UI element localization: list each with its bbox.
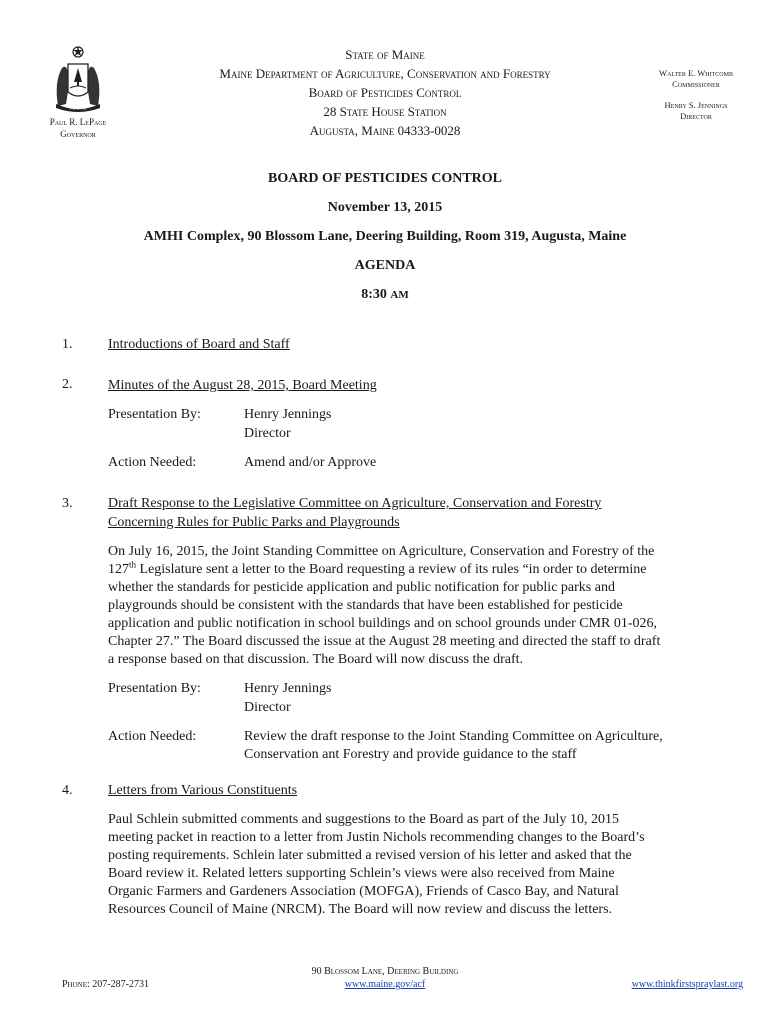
item-2-presenter-title: Director	[244, 426, 291, 441]
item-3-para-line: whether the standards for pesticide application and public notification for public parks and	[108, 580, 615, 595]
department-heading	[160, 45, 610, 140]
item-4-para-line: Board review it. Related letters supporting Schlein’s views were also received from Maine	[108, 866, 615, 881]
item-3-para-line: 127th Legislature sent a letter to the Board requesting a review of its rules “in order to determine	[108, 559, 647, 577]
item-3-para-line: playgrounds should be consistent with the standards that have been established for pesticide	[108, 598, 623, 613]
item-2-action: Amend and/or Approve	[244, 455, 377, 470]
item-2-presenter: Henry Jennings	[244, 407, 332, 422]
item-2-title: Minutes of the August 28, 2015, Board Meeting	[108, 378, 377, 393]
agenda-title-block	[0, 170, 770, 315]
footer-website-link[interactable]: www.maine.gov/acf	[344, 979, 426, 990]
agenda-heading: AGENDA	[354, 258, 416, 273]
item-2-number: 2.	[62, 377, 73, 392]
officials-block	[636, 68, 756, 122]
director-name: Henry S. Jennings	[664, 100, 728, 110]
heading-board: Board of Pesticides Control	[308, 85, 462, 100]
item-4-paragraph	[108, 811, 728, 919]
item-4-para-line: posting requirements. Schlein later submitted a revised version of his letter and asked that the	[108, 848, 632, 863]
item-3-title-line2: Concerning Rules for Public Parks and Playgrounds	[108, 515, 400, 530]
item-3-action-line1: Review the draft response to the Joint Standing Committee on Agriculture,	[244, 729, 663, 744]
item-4-para-line: Resources Council of Maine (NRCM). The Board will now review and discuss the letters.	[108, 902, 613, 917]
director-title: Director	[680, 111, 712, 121]
item-3-title-line1: Draft Response to the Legislative Committee on Agriculture, Conservation and Forestry	[108, 496, 602, 511]
footer-phone: Phone: 207-287-2731	[62, 979, 149, 990]
governor-title: Governor	[60, 129, 96, 139]
item-3-para-line: a response based on that discussion. The Board will now discuss the draft.	[108, 652, 524, 667]
item-3-para-line: Chapter 27.” The Board discussed the issue at the August 28 meeting and directed the staff to draft	[108, 634, 661, 649]
item-3-presentation-label: Presentation By:	[108, 681, 201, 696]
governor-name: Paul R. LePage	[49, 117, 107, 127]
governor-block	[28, 116, 128, 140]
item-4-title: Letters from Various Constituents	[108, 783, 298, 798]
item-3-para-line: On July 16, 2015, the Joint Standing Committee on Agriculture, Conservation and Forestry of the	[108, 544, 655, 559]
state-seal-logo	[50, 42, 106, 112]
item-4-para-line: meeting packet in reaction to a letter from Justin Nichols recommending changes to the Board’s	[108, 830, 645, 845]
footer-address: 90 Blossom Lane, Deering Building	[311, 966, 459, 977]
meeting-time: 8:30 AM	[361, 287, 409, 302]
item-3-presenter-title: Director	[244, 700, 291, 715]
item-4-para-line: Paul Schlein submitted comments and suggestions to the Board as part of the July 10, 2015	[108, 812, 619, 827]
heading-city: Augusta, Maine 04333-0028	[309, 123, 461, 138]
item-3-number: 3.	[62, 496, 73, 511]
footer-spray-website-link[interactable]: www.thinkfirstspraylast.org	[631, 979, 743, 990]
footer-center	[230, 965, 540, 991]
item-4-number: 4.	[62, 783, 73, 798]
commissioner-name: Walter E. Whitcomb	[659, 68, 733, 78]
item-2-presentation-label: Presentation By:	[108, 407, 201, 422]
item-3-action-line2: Conservation ant Forestry and provide guidance to the staff	[244, 747, 577, 762]
heading-state: State of Maine	[345, 47, 425, 62]
heading-department: Maine Department of Agriculture, Conservation and Forestry	[219, 66, 551, 81]
item-2-action-label: Action Needed:	[108, 455, 197, 470]
item-3-presenter: Henry Jennings	[244, 681, 332, 696]
meeting-date: November 13, 2015	[327, 200, 443, 215]
item-1-number: 1.	[62, 337, 73, 352]
item-3-paragraph	[108, 543, 728, 669]
commissioner-title: Commissioner	[672, 79, 720, 89]
item-3-para-line: application and public notification in school buildings and on school grounds under CMR 01-026,	[108, 616, 658, 631]
item-3-action-label: Action Needed:	[108, 729, 197, 744]
meeting-location: AMHI Complex, 90 Blossom Lane, Deering Building, Room 319, Augusta, Maine	[143, 229, 627, 244]
svg-text:MAINE: MAINE	[69, 106, 87, 112]
item-4-para-line: Organic Farmers and Gardeners Association (MOFGA), Friends of Casco Bay, and Natural	[108, 884, 619, 899]
item-1-title: Introductions of Board and Staff	[108, 337, 290, 352]
heading-station: 28 State House Station	[323, 104, 447, 119]
board-title: BOARD OF PESTICIDES CONTROL	[267, 171, 503, 186]
